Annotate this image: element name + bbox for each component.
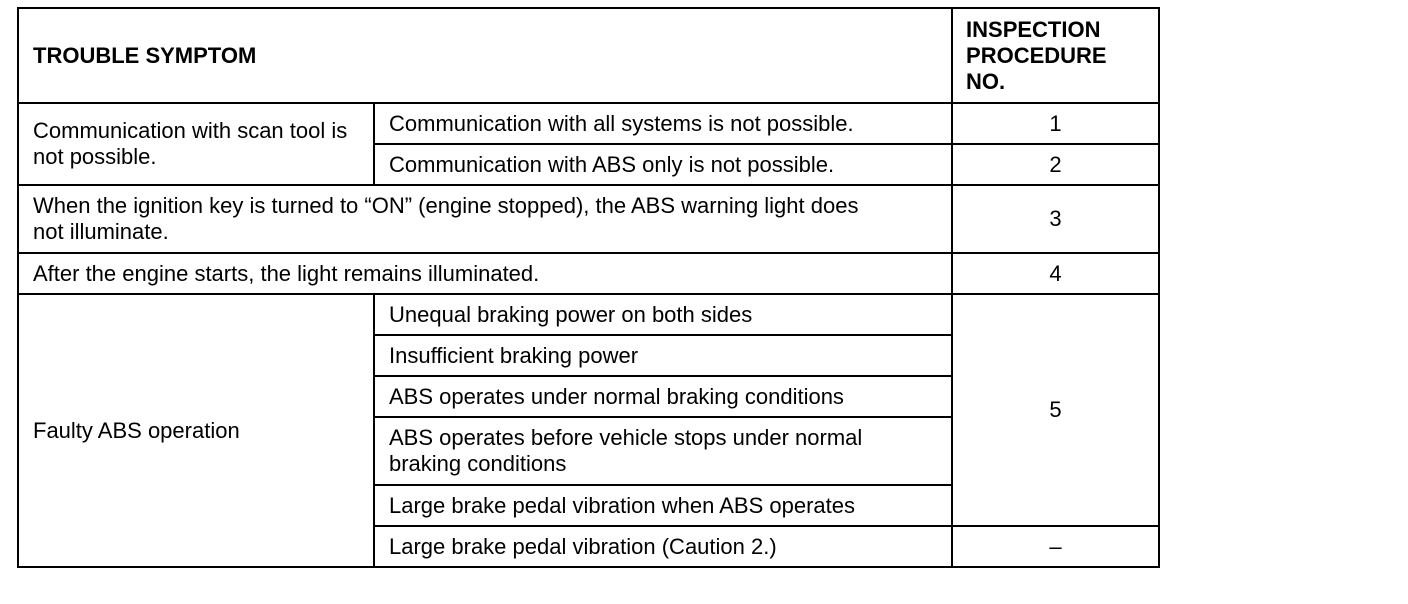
trouble-symptom-table	[17, 7, 1160, 568]
table-row	[18, 294, 1159, 335]
faulty-abs-item: ABS operates before vehicle stops under normal braking conditions	[374, 417, 952, 485]
communication-abs-only: Communication with ABS only is not possible.	[374, 144, 952, 185]
faulty-abs-item: Insufficient braking power	[374, 335, 952, 376]
faulty-abs-label: Faulty ABS operation	[18, 294, 374, 567]
faulty-abs-item: Large brake pedal vibration when ABS operates	[374, 485, 952, 526]
faulty-abs-item: Unequal braking power on both sides	[374, 294, 952, 335]
communication-label: Communication with scan tool is not possible.	[18, 103, 374, 185]
procedure-number: 1	[952, 103, 1159, 144]
faulty-abs-caution-item: Large brake pedal vibration (Caution 2.)	[374, 526, 952, 567]
communication-all-systems: Communication with all systems is not possible.	[374, 103, 952, 144]
table-row	[18, 185, 1159, 253]
header-procedure-line2: PROCEDURE	[966, 42, 1107, 68]
table-row	[18, 253, 1159, 294]
procedure-number: 2	[952, 144, 1159, 185]
header-procedure-line1: INSPECTION	[966, 16, 1101, 42]
procedure-number: 3	[952, 185, 1159, 253]
header-inspection-procedure-no	[952, 8, 1159, 103]
procedure-number: –	[952, 526, 1159, 567]
procedure-number: 5	[952, 294, 1159, 526]
header-procedure-line3: NO.	[966, 68, 1006, 94]
faulty-abs-item: ABS operates under normal braking conditions	[374, 376, 952, 417]
table-row	[18, 103, 1159, 144]
header-trouble-symptom: TROUBLE SYMPTOM	[18, 8, 952, 103]
table-header-row	[18, 8, 1159, 103]
after-start-symptom: After the engine starts, the light remains illuminated.	[18, 253, 952, 294]
ignition-on-symptom: When the ignition key is turned to “ON” (engine stopped), the ABS warning light does not illuminate.	[18, 185, 952, 253]
procedure-number: 4	[952, 253, 1159, 294]
